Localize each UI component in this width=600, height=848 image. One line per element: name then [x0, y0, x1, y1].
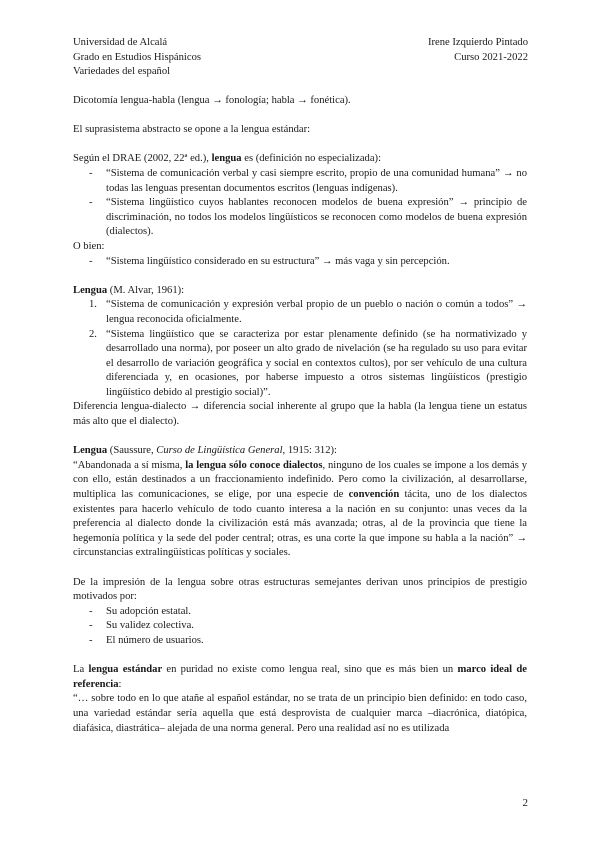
term-lengua: lengua: [211, 153, 242, 165]
prestigio-list: [73, 605, 527, 649]
paragraph-dicotomia: Dicotomía lengua-habla (lengua → fonología; habla → fonética).: [73, 95, 351, 106]
page-number: 2: [522, 797, 528, 809]
header-left: [73, 36, 201, 80]
alvar-list: [73, 298, 527, 400]
list-item: - Su validez colectiva.: [89, 620, 194, 632]
list-item: 1. “Sistema de comunicación y expresión verbal propio de un pueblo o nación o común a todos” → lengua reconocida oficialmente.: [89, 299, 527, 325]
o-bien: O bien:: [73, 240, 105, 252]
alvar-heading: Lengua (M. Alvar, 1961):: [73, 284, 185, 296]
drae-list: [73, 167, 527, 240]
list-item: - Su adopción estatal.: [89, 605, 192, 617]
list-item: 2. “Sistema lingüístico que se caracteriza por estar plenamente definido (se ha normativizado y desarrollado una norma), por poseer un alto grado de nivelación (se ha regulado su uso para evitar el desarrollo de variación geográfica y social en contextos cultos), por ser vehículo de una cultura diferenciada y, en ocasiones, por haberse impuesto a otros sistemas lingüísticos (prestigio lingüístico debido al prestigio social)”.: [89, 328, 527, 398]
list-item: - “Sistema de comunicación verbal y casi siempre escrito, propio de una comunidad humana” → no todas las lenguas presentan documentos escritos (lenguas indígenas).: [89, 167, 527, 194]
paragraph-prestigio: De la impresión de la lengua sobre otras estructuras semejantes derivan unos principios de prestigio motivados por:: [73, 576, 527, 603]
saussure-heading: Lengua (Saussure, Curso de Lingüística General, 1915: 312):: [73, 445, 337, 457]
list-item: - El número de usuarios.: [89, 634, 204, 646]
paragraph-diferencia: Diferencia lengua-dialecto → diferencia social inherente al grupo que la habla (la lengua tiene un estatus más alto que el dialecto).: [73, 401, 527, 428]
header-course: Variedades del español: [73, 66, 171, 78]
header-degree: Grado en Estudios Hispánicos: [73, 51, 201, 63]
document-body: [73, 94, 527, 736]
header-right: [428, 36, 528, 65]
drae-intro: Según el DRAE (2002, 22ª ed.), lengua es (definición no especializada):: [73, 153, 382, 165]
drae-list-2: [73, 255, 527, 270]
header-author: Irene Izquierdo Pintado: [427, 37, 528, 48]
list-item: - “Sistema lingüístico cuyos hablantes reconocen modelos de buena expresión” → principio de discriminación, no todos los modelos lingüísticos se reconocen como modelos de buena expresión (dialectos).: [89, 197, 527, 238]
estandar-quote: “… sobre todo en lo que atañe al español estándar, no se trata de un principio bien definido: en todo caso, una variedad estándar sería aquella que está desprovista de cualquier marca –diacrónica, diatópica, diafásica, diastrática– alejada de una norma general. Pero una realidad así no es utilizada: [73, 693, 527, 734]
header-year: Curso 2021-2022: [454, 51, 528, 63]
saussure-quote: “Abandonada a sí misma, la lengua sólo conoce dialectos, ninguno de los cuales se impone a los demás y con ello, están destinados a un fraccionamiento indefinido. Pero como la civilización, al desarrollarse, multiplica las comunicaciones, se elige, por una especie de convención tácita, uno de los dialectos existentes para hacerlo vehículo de todo cuanto interesa a la nación en su conjunto: unas veces da la preferencia al dialecto donde la civilización está más avanzada; otras, al de la provincia que tiene la hegemonía política y la sede del poder central; otras, es una corte la que impone su habla a la nación” → circunstancias extralingüísticas políticas y sociales.: [73, 459, 527, 559]
list-item: - “Sistema lingüístico considerado en su estructura” → más vaga y sin percepción.: [89, 255, 450, 267]
paragraph-estandar: La lengua estándar en puridad no existe como lengua real, sino que es más bien un marco ideal de referencia:: [73, 664, 527, 690]
paragraph-suprasistema: El suprasistema abstracto se opone a la lengua estándar:: [73, 124, 311, 136]
header-university: Universidad de Alcalá: [73, 37, 168, 48]
